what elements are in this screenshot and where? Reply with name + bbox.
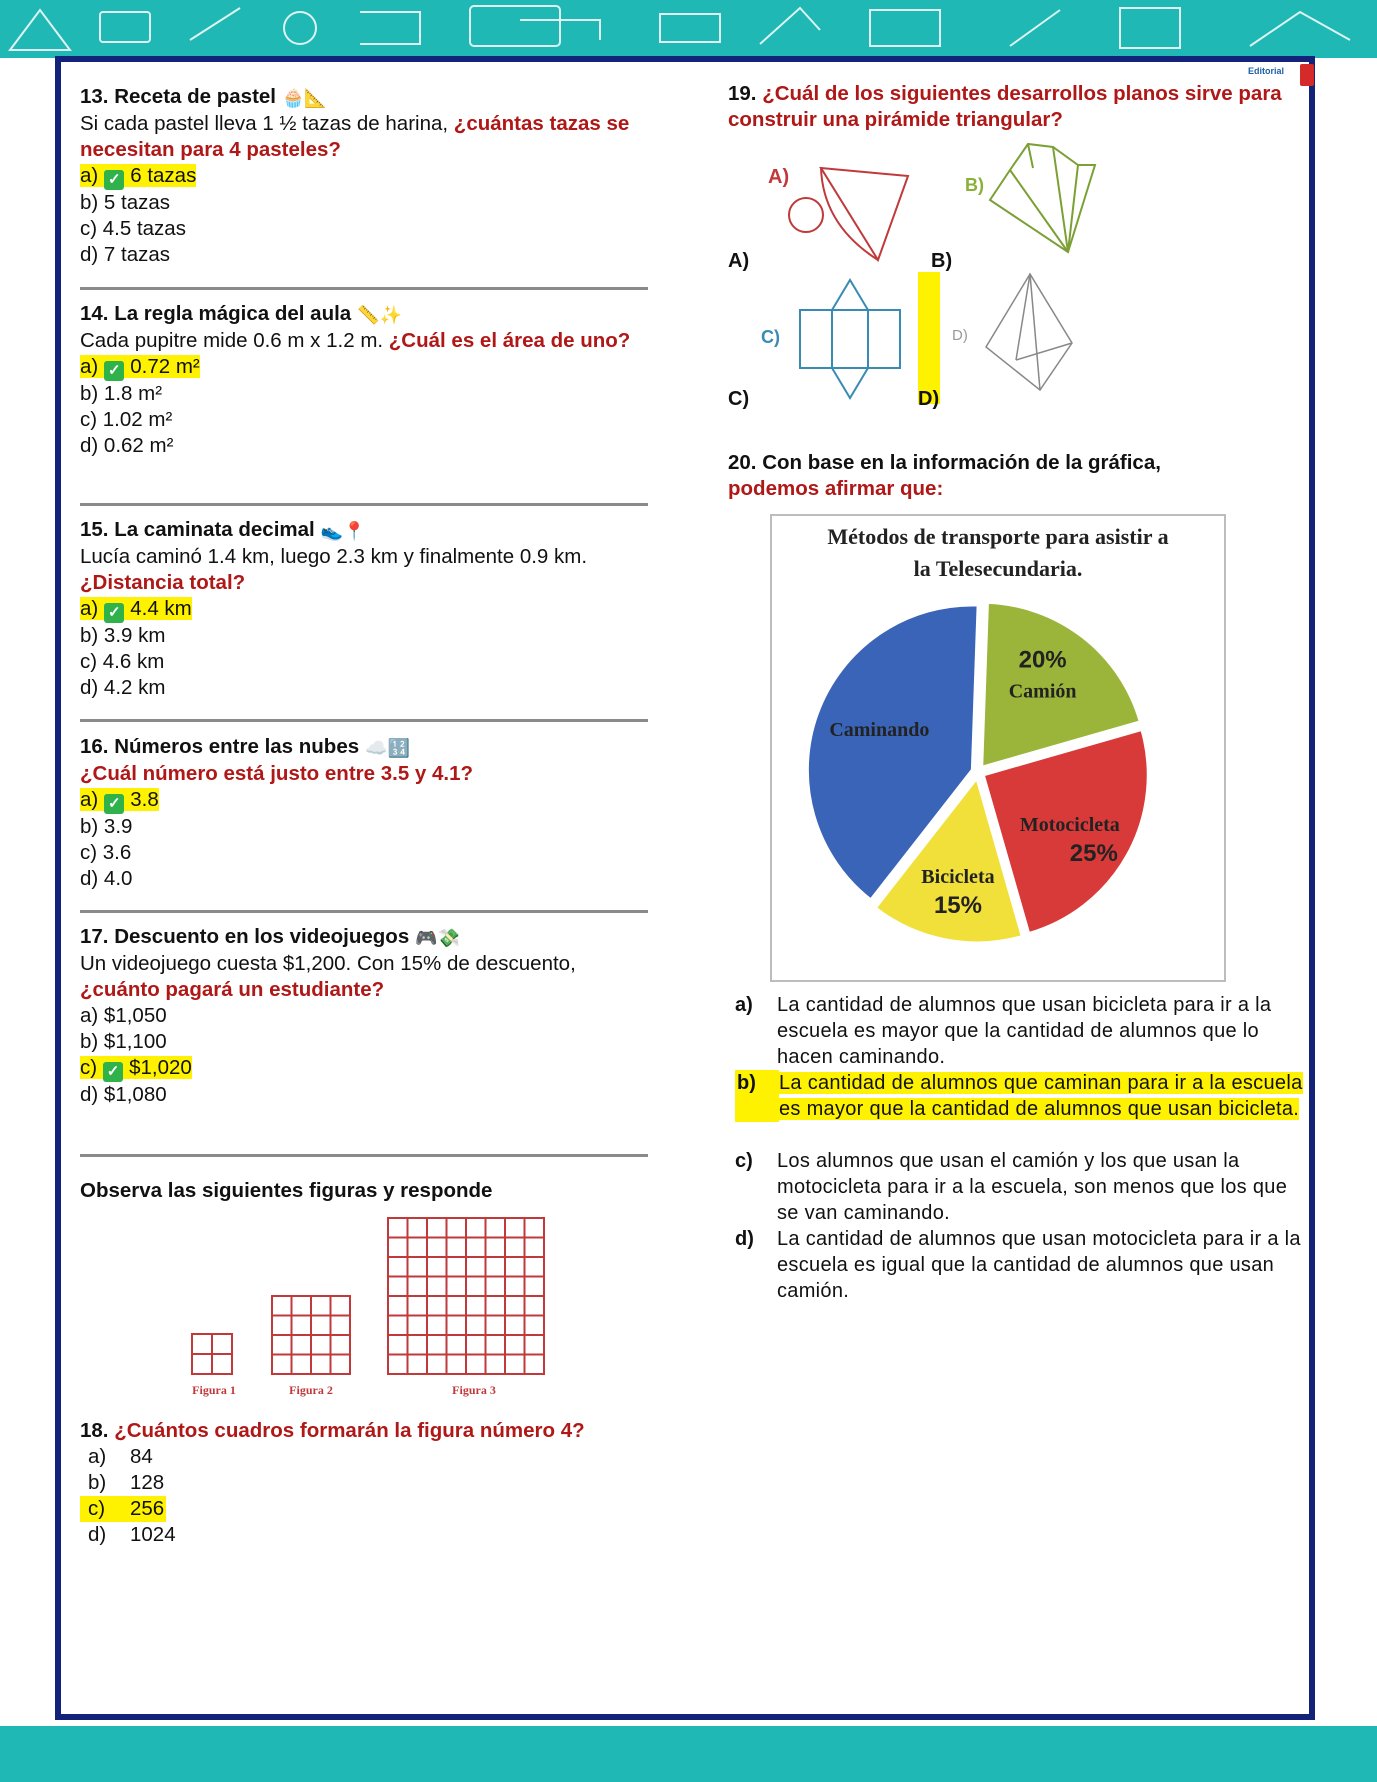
divider xyxy=(80,287,648,290)
chart-title-line-1: Métodos de transporte para asistir a xyxy=(827,524,1169,549)
figure-2-grid xyxy=(272,1296,350,1374)
check-icon: ✓ xyxy=(104,794,124,814)
grid-square xyxy=(525,1316,545,1336)
answer-a[interactable]: a) La cantidad de alumnos que usan bicicleta para ir a la escuela es mayor que la cantidad de alumnos que lo hacen caminando. xyxy=(735,994,1272,1068)
answer-a-correct[interactable]: a) ✓ 6 tazas xyxy=(80,163,197,188)
grid-square xyxy=(505,1335,525,1355)
grid-square xyxy=(525,1257,545,1277)
grid-square xyxy=(292,1316,312,1336)
slice-label: Camión xyxy=(1008,680,1077,703)
grid-square xyxy=(192,1354,212,1374)
question-title: 15. La caminata decimal xyxy=(80,518,315,541)
answer-c[interactable]: c) 4.5 tazas xyxy=(80,216,186,240)
option-b-label: B) xyxy=(931,250,953,272)
answer-highlight xyxy=(918,272,940,404)
check-icon: ✓ xyxy=(104,170,124,190)
check-icon: ✓ xyxy=(103,1062,123,1082)
figures-heading: Observa las siguientes figuras y responde xyxy=(80,1179,493,1202)
pyramid-nets-figure xyxy=(728,140,1128,410)
grid-square xyxy=(447,1218,467,1238)
grid-square xyxy=(427,1335,447,1355)
question-text: Un videojuego cuesta $1,200. Con 15% de descuento, xyxy=(80,951,576,975)
grid-square xyxy=(388,1257,408,1277)
grid-square xyxy=(466,1296,486,1316)
grid-square xyxy=(486,1218,506,1238)
grid-square xyxy=(447,1296,467,1316)
grid-square xyxy=(447,1355,467,1375)
question-text: Si cada pastel lleva 1 ½ tazas de harina, xyxy=(80,111,454,135)
grid-square xyxy=(466,1277,486,1297)
question-15 xyxy=(80,517,650,701)
grid-square xyxy=(525,1238,545,1258)
slice-label: Bicicleta xyxy=(921,866,995,889)
question-text: Cada pupitre mide 0.6 m x 1.2 m. xyxy=(80,328,389,352)
grid-square xyxy=(408,1238,428,1258)
grid-square xyxy=(388,1277,408,1297)
option-d-label-correct: D) xyxy=(918,388,940,410)
answer-d[interactable]: d) 0.62 m² xyxy=(80,433,174,457)
question-title: 14. La regla mágica del aula xyxy=(80,302,352,325)
grid-square xyxy=(388,1316,408,1336)
grid-square xyxy=(427,1316,447,1336)
triangular-pyramid-net-icon xyxy=(986,274,1072,390)
grid-square xyxy=(331,1296,351,1316)
grid-square xyxy=(505,1218,525,1238)
grid-square xyxy=(388,1335,408,1355)
grid-square xyxy=(525,1277,545,1297)
answer-a[interactable]: a) 84 xyxy=(88,1445,153,1468)
prism-net-icon xyxy=(800,280,900,398)
divider xyxy=(80,719,648,722)
chart-title-line-2: la Telesecundaria. xyxy=(913,556,1083,581)
grid-square xyxy=(525,1296,545,1316)
question-19 xyxy=(728,81,1308,133)
grid-square xyxy=(486,1335,506,1355)
grid-square xyxy=(408,1355,428,1375)
cloud-numbers-icon: ☁️🔢 xyxy=(365,737,410,758)
slice-value-label: 25% xyxy=(1069,839,1118,867)
answer-b[interactable]: b) 1.8 m² xyxy=(80,381,163,405)
grid-square xyxy=(388,1296,408,1316)
question-ask: ¿Distancia total? xyxy=(80,570,246,594)
answer-d[interactable]: d) 1024 xyxy=(88,1523,176,1546)
grid-square xyxy=(427,1218,447,1238)
option-a-label: A) xyxy=(728,250,750,272)
grid-square xyxy=(505,1277,525,1297)
gamepad-money-icon: 🎮💸 xyxy=(415,927,461,948)
question-number: 18. xyxy=(80,1419,109,1442)
grid-square xyxy=(447,1335,467,1355)
cone-net-icon xyxy=(789,168,908,260)
answer-a[interactable]: a) $1,050 xyxy=(80,1003,167,1027)
question-13 xyxy=(80,84,650,268)
grid-square xyxy=(292,1355,312,1375)
divider xyxy=(80,1154,648,1157)
grid-square xyxy=(505,1257,525,1277)
footer-band xyxy=(0,1726,1377,1782)
grid-square xyxy=(408,1257,428,1277)
slice-label: Motocicleta xyxy=(1019,813,1120,836)
question-text: 20. Con base en la información de la gráfica, xyxy=(728,451,1161,474)
grid-square xyxy=(408,1296,428,1316)
grid-square xyxy=(466,1335,486,1355)
answer-d[interactable]: d) 4.0 xyxy=(80,866,133,890)
grid-square xyxy=(427,1296,447,1316)
question-ask: ¿Cuál es el área de uno? xyxy=(388,328,631,352)
transport-pie-chart xyxy=(770,514,1226,982)
grid-square xyxy=(466,1355,486,1375)
grid-square xyxy=(466,1238,486,1258)
question-ask: ¿cuántas tazas se necesitan para 4 pasteles? xyxy=(80,111,630,161)
grid-square xyxy=(525,1355,545,1375)
answer-c[interactable]: c) Los alumnos que usan el camión y los que usan la motocicleta para ir a la escuela, son menos que los que se van caminando. xyxy=(735,1150,1288,1224)
grid-square xyxy=(192,1334,212,1354)
question-text: Lucía caminó 1.4 km, luego 2.3 km y finalmente 0.9 km. xyxy=(80,544,588,568)
grid-square xyxy=(272,1335,292,1355)
grid-square xyxy=(388,1355,408,1375)
question-title: 17. Descuento en los videojuegos xyxy=(80,925,410,948)
grid-square xyxy=(525,1218,545,1238)
grid-square xyxy=(311,1296,331,1316)
slice-label: Caminando xyxy=(829,719,930,742)
question-18 xyxy=(80,1418,650,1548)
grid-square xyxy=(427,1277,447,1297)
publisher-logo: Editorial xyxy=(1248,66,1285,76)
figure-3-grid xyxy=(388,1218,544,1374)
slice-value-label: 15% xyxy=(933,892,982,920)
check-icon: ✓ xyxy=(104,361,124,381)
question-title: 13. Receta de pastel xyxy=(80,85,276,108)
grid-square xyxy=(427,1238,447,1258)
question-20 xyxy=(728,450,1308,502)
question-14 xyxy=(80,301,650,459)
grid-square xyxy=(331,1355,351,1375)
answer-b-correct[interactable]: b) La cantidad de alumnos que caminan para ir a la escuela es mayor que la cantidad de alumnos que usan bicicleta. xyxy=(737,1072,1303,1120)
shoe-pin-icon: 👟📍 xyxy=(320,520,366,541)
net-a-label: A) xyxy=(768,166,790,188)
question-17 xyxy=(80,924,650,1108)
ruler-sparkles-icon: 📏✨ xyxy=(357,304,403,325)
figure-1-grid xyxy=(192,1334,232,1374)
question-16 xyxy=(80,734,650,892)
answer-c[interactable]: c) 1.02 m² xyxy=(80,407,173,431)
question-ask: ¿Cuál de los siguientes desarrollos planos sirve para construir una pirámide triangular? xyxy=(728,82,1282,131)
grid-square xyxy=(505,1316,525,1336)
grid-square xyxy=(408,1335,428,1355)
answer-d[interactable]: d) La cantidad de alumnos que usan motocicleta para ir a la escuela es igual que la cantidad de alumnos que usan camión. xyxy=(735,1228,1301,1302)
grid-square xyxy=(212,1334,232,1354)
grid-square xyxy=(408,1316,428,1336)
figure-2-label: Figura 2 xyxy=(289,1383,333,1397)
answer-d[interactable]: d) 7 tazas xyxy=(80,242,171,266)
square-pattern-figures xyxy=(180,1212,560,1402)
figures-heading-block xyxy=(80,1178,650,1204)
grid-square xyxy=(427,1355,447,1375)
grid-square xyxy=(272,1296,292,1316)
net-d-label: D) xyxy=(952,327,968,344)
option-c-label: C) xyxy=(728,388,750,410)
grid-square xyxy=(408,1277,428,1297)
grid-square xyxy=(447,1238,467,1258)
grid-square xyxy=(486,1316,506,1336)
answer-c-correct[interactable]: c) 256 xyxy=(80,1496,650,1522)
answer-b[interactable]: b) 3.9 xyxy=(80,814,133,838)
grid-square xyxy=(505,1238,525,1258)
answer-b[interactable]: b) $1,100 xyxy=(80,1029,167,1053)
fan-net-icon xyxy=(990,144,1095,252)
grid-square xyxy=(331,1335,351,1355)
grid-square xyxy=(292,1296,312,1316)
answer-a-correct[interactable]: a) ✓ 0.72 m² xyxy=(80,354,200,379)
answer-b[interactable]: b) 3.9 km xyxy=(80,623,166,647)
grid-square xyxy=(388,1238,408,1258)
answer-d[interactable]: d) 4.2 km xyxy=(80,675,166,699)
answer-b[interactable]: b) 5 tazas xyxy=(80,190,171,214)
grid-square xyxy=(486,1257,506,1277)
check-icon: ✓ xyxy=(104,603,124,623)
grid-square xyxy=(272,1316,292,1336)
question-ask: podemos afirmar que: xyxy=(728,477,944,500)
grid-square xyxy=(311,1335,331,1355)
figure-3-label: Figura 3 xyxy=(452,1383,496,1397)
grid-square xyxy=(212,1354,232,1374)
grid-square xyxy=(447,1316,467,1336)
net-b-label: B) xyxy=(965,175,984,195)
question-ask: ¿Cuál número está justo entre 3.5 y 4.1? xyxy=(80,761,474,785)
grid-square xyxy=(331,1316,351,1336)
grid-square xyxy=(486,1238,506,1258)
grid-square xyxy=(525,1335,545,1355)
grid-square xyxy=(486,1355,506,1375)
grid-square xyxy=(466,1218,486,1238)
cupcake-ruler-icon: 🧁📐 xyxy=(282,87,327,108)
grid-square xyxy=(447,1257,467,1277)
grid-square xyxy=(311,1316,331,1336)
school-doodles-decoration xyxy=(0,0,1377,58)
grid-square xyxy=(311,1355,331,1375)
figure-1-label: Figura 1 xyxy=(192,1383,236,1397)
divider xyxy=(80,503,648,506)
grid-square xyxy=(505,1355,525,1375)
grid-square xyxy=(388,1218,408,1238)
answer-c[interactable]: c) 3.6 xyxy=(80,840,132,864)
grid-square xyxy=(466,1316,486,1336)
answer-c-correct[interactable]: c) ✓ $1,020 xyxy=(80,1055,192,1080)
grid-square xyxy=(272,1355,292,1375)
grid-square xyxy=(505,1296,525,1316)
grid-square xyxy=(408,1218,428,1238)
net-c-label: C) xyxy=(761,327,780,347)
header-band xyxy=(0,0,1377,58)
grid-square xyxy=(292,1335,312,1355)
divider xyxy=(80,910,648,913)
answer-b[interactable]: b) 128 xyxy=(88,1471,165,1494)
question-title: 16. Números entre las nubes xyxy=(80,735,360,758)
answer-d[interactable]: d) $1,080 xyxy=(80,1082,167,1106)
question-ask: ¿Cuántos cuadros formarán la figura número 4? xyxy=(114,1419,585,1442)
grid-square xyxy=(486,1296,506,1316)
grid-square xyxy=(486,1277,506,1297)
question-number: 19. xyxy=(728,82,757,105)
answer-a-correct[interactable]: a) ✓ 3.8 xyxy=(80,787,159,812)
question-ask: ¿cuánto pagará un estudiante? xyxy=(80,977,385,1001)
grid-square xyxy=(447,1277,467,1297)
answer-a-correct[interactable]: a) ✓ 4.4 km xyxy=(80,596,192,621)
grid-square xyxy=(466,1257,486,1277)
answer-c[interactable]: c) 4.6 km xyxy=(80,649,165,673)
grid-square xyxy=(427,1257,447,1277)
slice-value-label: 20% xyxy=(1018,646,1067,674)
